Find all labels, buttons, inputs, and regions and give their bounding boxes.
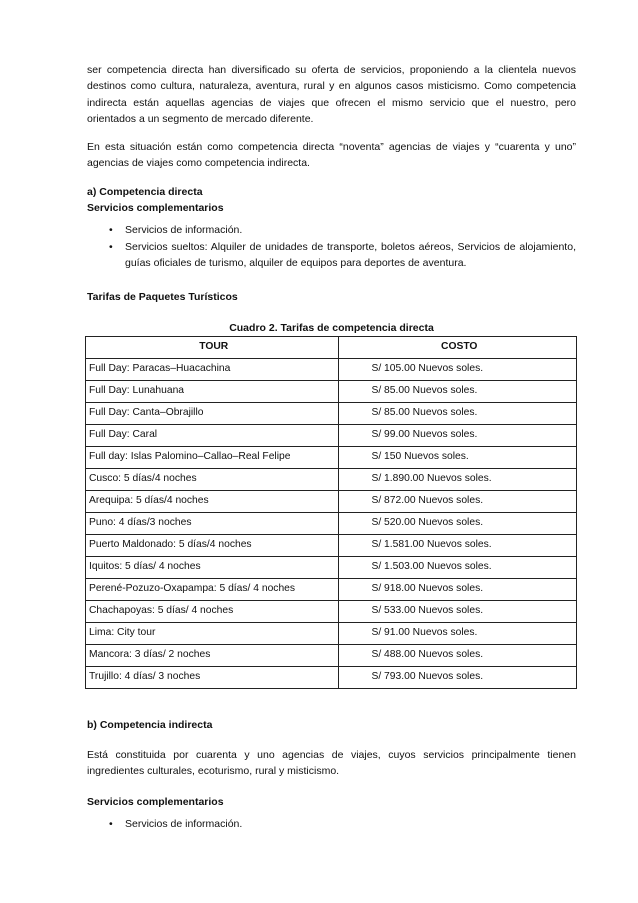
costo-cell: S/ 520.00 Nuevos soles. [339,512,577,534]
costo-cell: S/ 1.890.00 Nuevos soles. [339,468,577,490]
tarifas-table [85,336,577,689]
tour-cell: Puno: 4 días/3 noches [86,512,339,534]
section-b-heading: b) Competencia indirecta [87,718,213,731]
costo-cell: S/ 1.503.00 Nuevos soles. [339,556,577,578]
tour-cell: Full Day: Paracas–Huacachina [86,358,339,380]
costo-cell: S/ 85.00 Nuevos soles. [339,402,577,424]
table-row [86,512,577,534]
table-row [86,556,577,578]
costo-cell: S/ 533.00 Nuevos soles. [339,600,577,622]
costo-cell: S/ 793.00 Nuevos soles. [339,666,577,688]
tour-cell: Iquitos: 5 días/ 4 noches [86,556,339,578]
table-row [86,490,577,512]
tour-cell: Chachapoyas: 5 días/ 4 noches [86,600,339,622]
intro-paragraph-2: En esta situación están como competencia directa “noventa” agencias de viajes y “cuarenta y uno” agencias de viajes como competencia indirecta. [87,141,576,170]
section-b-paragraph: Está constituida por cuarenta y uno agencias de viajes, cuyos servicios principalmente tienen ingredientes culturales, ecoturismo, rural y misticismo. [87,749,576,778]
costo-cell: S/ 872.00 Nuevos soles. [339,490,577,512]
section-b-subheading: Servicios complementarios [87,795,224,808]
tour-cell: Full day: Islas Palomino–Callao–Real Felipe [86,446,339,468]
column-header-costo: COSTO [339,336,577,358]
tour-cell: Full Day: Canta–Obrajillo [86,402,339,424]
table-row [86,402,577,424]
tour-cell: Arequipa: 5 días/4 noches [86,490,339,512]
column-header-tour: TOUR [86,336,339,358]
tour-cell: Lima: City tour [86,622,339,644]
table-row [86,534,577,556]
intro-paragraph-1: ser competencia directa han diversificado su oferta de servicios, proponiendo a la clientela nuevos destinos como cultura, naturaleza, aventura, rural y en algunos casos misticismo. Como competencia indirecta están aquellas agencias de viajes que ofrecen el mismo servicio que el nuestro, pero orientados a un segmento de mercado diferente. [87,64,576,125]
costo-cell: S/ 99.00 Nuevos soles. [339,424,577,446]
tour-cell: Cusco: 5 días/4 noches [86,468,339,490]
table-row [86,666,577,688]
costo-cell: S/ 105.00 Nuevos soles. [339,358,577,380]
table-row [86,424,577,446]
table-caption: Cuadro 2. Tarifas de competencia directa [229,321,434,334]
costo-cell: S/ 85.00 Nuevos soles. [339,380,577,402]
table-row [86,644,577,666]
table-row [86,578,577,600]
costo-cell: S/ 1.581.00 Nuevos soles. [339,534,577,556]
costo-cell: S/ 488.00 Nuevos soles. [339,644,577,666]
tour-cell: Full Day: Caral [86,424,339,446]
table-row [86,380,577,402]
table-row [86,468,577,490]
costo-cell: S/ 150 Nuevos soles. [339,446,577,468]
tour-cell: Puerto Maldonado: 5 días/4 noches [86,534,339,556]
section-b-bullet-list [87,816,576,832]
costo-cell: S/ 91.00 Nuevos soles. [339,622,577,644]
section-a-bullet-list [87,222,576,271]
tour-cell: Mancora: 3 días/ 2 noches [86,644,339,666]
table-row [86,600,577,622]
section-a-subheading: Servicios complementarios [87,202,224,215]
table-header-row [86,336,577,358]
table-row [86,358,577,380]
tour-cell: Full Day: Lunahuana [86,380,339,402]
bullet-item: • Servicios sueltos: Alquiler de unidades de transporte, boletos aéreos, Servicios de alojamiento, guías oficiales de turismo, alquiler de equipos para deportes de aventura. [87,239,576,272]
tarifas-heading: Tarifas de Paquetes Turísticos [87,291,238,304]
document-page [87,62,576,832]
table-row [86,622,577,644]
costo-cell: S/ 918.00 Nuevos soles. [339,578,577,600]
section-a-heading: a) Competencia directa [87,185,203,198]
bullet-item: • Servicios de información. [87,222,576,238]
tour-cell: Trujillo: 4 días/ 3 noches [86,666,339,688]
bullet-item: • Servicios de información. [87,816,576,832]
tour-cell: Perené-Pozuzo-Oxapampa: 5 días/ 4 noches [86,578,339,600]
table-row [86,446,577,468]
